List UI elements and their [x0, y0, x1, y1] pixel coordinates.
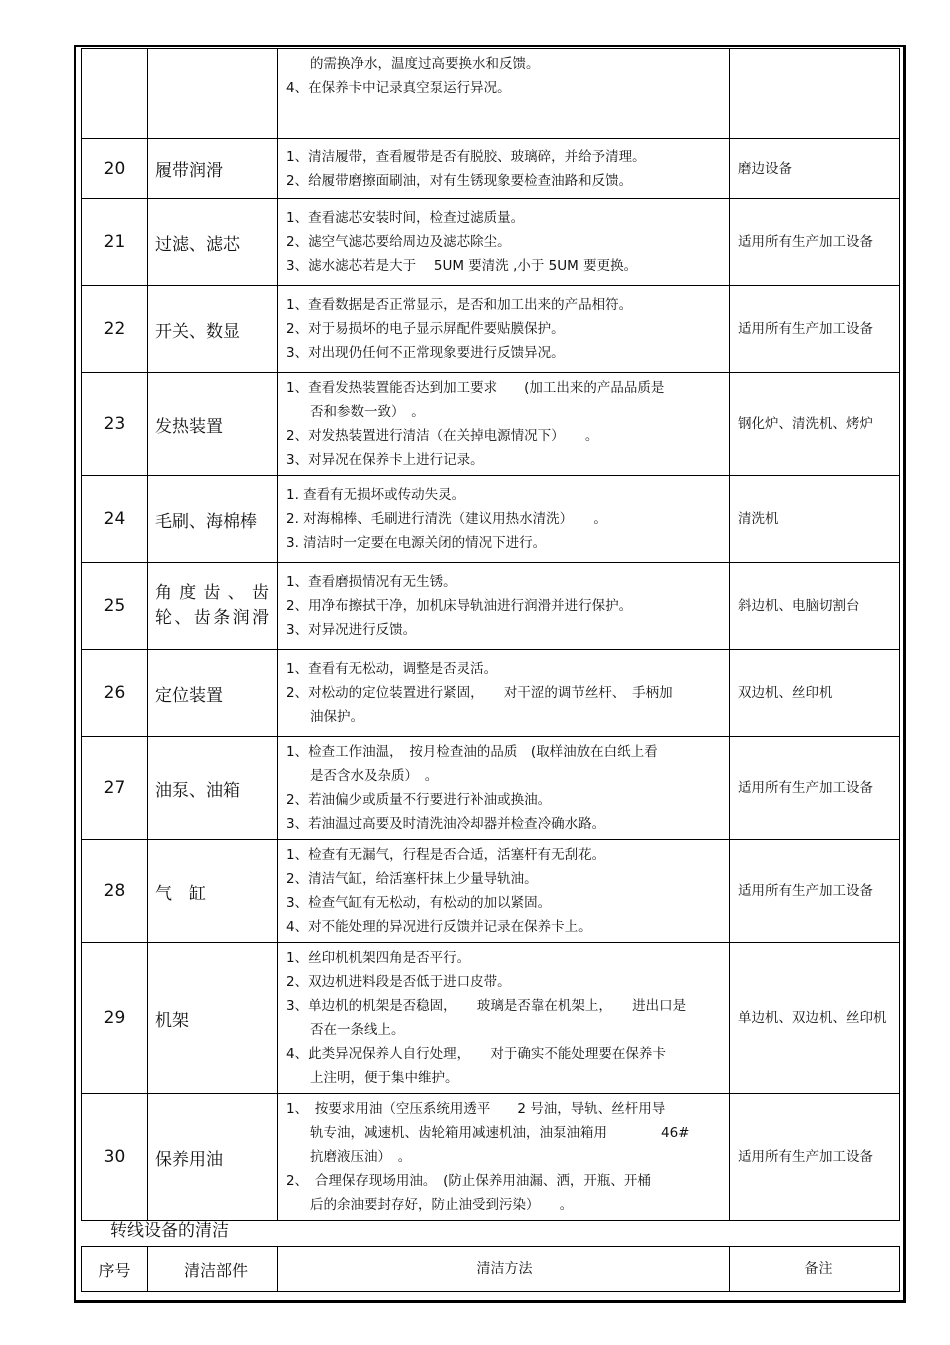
- row-part: 角度齿、齿轮、齿条润滑: [148, 563, 278, 650]
- method-line: 1、丝印机机架四角是否平行。: [286, 950, 471, 966]
- row-number: 23: [82, 373, 148, 476]
- row-number: 25: [82, 563, 148, 650]
- row-note: 清洗机: [730, 476, 900, 563]
- row-method: [278, 286, 730, 373]
- row-method: [278, 563, 730, 650]
- table-row: [82, 199, 900, 286]
- row-number: 30: [82, 1094, 148, 1221]
- method-line: 1、清洁履带，查看履带是否有脱胶、玻璃碎，并给予清理。: [286, 148, 646, 165]
- method-line: 1、查看有无松动，调整是否灵活。: [286, 661, 498, 677]
- row-part: 气 缸: [148, 840, 278, 943]
- method-line: 1、查看发热装置能否达到加工要求 (加工出来的产品品质是: [286, 380, 665, 396]
- method-line: 3、对异况进行反馈。: [286, 622, 417, 638]
- method-line: 1、查看磨损情况有无生锈。: [286, 574, 457, 590]
- method-line: 的需换净水，温度过高要换水和反馈。: [310, 56, 540, 72]
- header-part: 清洁部件: [148, 1247, 278, 1292]
- row-number: 24: [82, 476, 148, 563]
- method-line: 1. 查看有无损坏或传动失灵。: [286, 487, 466, 503]
- method-line: 2、用净布擦拭干净，加机床导轨油进行润滑并进行保护。: [286, 598, 633, 614]
- row-note: [730, 49, 900, 139]
- row-part: 履带润滑: [148, 139, 278, 199]
- method-line: 上注明，便于集中维护。: [310, 1070, 459, 1086]
- table-row: [82, 49, 900, 139]
- row-note: 适用所有生产加工设备: [730, 286, 900, 373]
- row-method: [278, 737, 730, 840]
- row-part: 定位装置: [148, 650, 278, 737]
- method-line: 4、在保养卡中记录真空泵运行异况。: [286, 80, 511, 96]
- table-row: [82, 840, 900, 943]
- method-line: 1、查看滤芯安装时间，检查过滤质量。: [286, 210, 525, 226]
- row-note: 斜边机、电脑切割台: [730, 563, 900, 650]
- row-part: 过滤、滤芯: [148, 199, 278, 286]
- method-line: 2、 合理保存现场用油。 (防止保养用油漏、洒，开瓶、开桶: [286, 1173, 651, 1189]
- method-line: 2、滤空气滤芯要给周边及滤芯除尘。: [286, 234, 511, 250]
- row-part: 机架: [148, 943, 278, 1094]
- row-note: 适用所有生产加工设备: [730, 840, 900, 943]
- method-line: 2、对发热装置进行清洁（在关掉电源情况下） 。: [286, 428, 599, 444]
- table-row: [82, 563, 900, 650]
- row-part: 毛刷、海棉棒: [148, 476, 278, 563]
- cleaning-table: [81, 1246, 900, 1292]
- table-row: [82, 737, 900, 840]
- method-line: 3、检查气缸有无松动，有松动的加以紧固。: [286, 895, 552, 911]
- row-part: 油泵、油箱: [148, 737, 278, 840]
- section-title: 转线设备的清洁: [110, 1221, 229, 1241]
- table-row: [82, 1094, 900, 1221]
- method-line: 1、检查有无漏气，行程是否合适，活塞杆有无刮花。: [286, 847, 606, 863]
- table-row: [82, 139, 900, 199]
- row-method: [278, 476, 730, 563]
- row-method: [278, 373, 730, 476]
- row-number: 29: [82, 943, 148, 1094]
- method-line: 2. 对海棉棒、毛刷进行清洗（建议用热水清洗） 。: [286, 511, 607, 527]
- table-row: [82, 943, 900, 1094]
- method-line: 油保护。: [310, 709, 364, 725]
- cleaning-header-row: [82, 1247, 900, 1292]
- row-method: [278, 943, 730, 1094]
- method-line: 4、对不能处理的异况进行反馈并记录在保养卡上。: [286, 919, 592, 935]
- header-no: 序号: [82, 1247, 148, 1292]
- method-line: 2、对于易损坏的电子显示屏配件要贴膜保护。: [286, 321, 565, 337]
- method-line: 轨专油，减速机、齿轮箱用减速机油，油泵油箱用 46#: [310, 1125, 690, 1141]
- method-line: 2、给履带磨擦面刷油，对有生锈现象要检查油路和反馈。: [286, 172, 633, 189]
- row-number: 27: [82, 737, 148, 840]
- method-line: 2、双边机进料段是否低于进口皮带。: [286, 974, 511, 990]
- row-part: 开关、数显: [148, 286, 278, 373]
- method-line: 1、 按要求用油（空压系统用透平 2 号油，导轨、丝杆用导: [286, 1101, 666, 1117]
- row-note: 钢化炉、清洗机、烤炉: [730, 373, 900, 476]
- row-note: 适用所有生产加工设备: [730, 737, 900, 840]
- method-line: 1、查看数据是否正常显示，是否和加工出来的产品相符。: [286, 297, 633, 313]
- row-method: [278, 650, 730, 737]
- row-number: 20: [82, 139, 148, 199]
- table-row: [82, 373, 900, 476]
- method-line: 是否含水及杂质） 。: [310, 768, 439, 784]
- table-row: [82, 476, 900, 563]
- table-row: [82, 286, 900, 373]
- method-line: 否在一条线上。: [310, 1022, 405, 1038]
- row-method: [278, 49, 730, 139]
- row-method: [278, 199, 730, 286]
- method-line: 2、若油偏少或质量不行要进行补油或换油。: [286, 792, 552, 808]
- method-line: 3、若油温过高要及时清洗油冷却器并检查冷确水路。: [286, 816, 606, 832]
- method-line: 1、检查工作油温， 按月检查油的品质 (取样油放在白纸上看: [286, 744, 658, 760]
- row-method: [278, 840, 730, 943]
- method-line: 3、对出现仍任何不正常现象要进行反馈异况。: [286, 345, 565, 361]
- method-line: 3、对异况在保养卡上进行记录。: [286, 452, 484, 468]
- header-method: 清洁方法: [278, 1247, 730, 1292]
- row-number: 28: [82, 840, 148, 943]
- row-method: [278, 139, 730, 199]
- method-line: 3、滤水滤芯若是大于 5UM 要清洗 ,小于 5UM 要更换。: [286, 258, 638, 274]
- row-number: 26: [82, 650, 148, 737]
- row-part: 保养用油: [148, 1094, 278, 1221]
- method-line: 抗磨液压油） 。: [310, 1149, 412, 1165]
- maintenance-table: [81, 48, 900, 1221]
- row-number: 21: [82, 199, 148, 286]
- method-line: 2、清洁气缸，给活塞杆抹上少量导轨油。: [286, 871, 538, 887]
- row-note: 磨边设备: [730, 139, 900, 199]
- method-line: 3. 清洁时一定要在电源关闭的情况下进行。: [286, 535, 547, 551]
- method-line: 4、此类异况保养人自行处理， 对于确实不能处理要在保养卡: [286, 1046, 666, 1062]
- row-note: 适用所有生产加工设备: [730, 1094, 900, 1221]
- row-number: 22: [82, 286, 148, 373]
- method-line: 否和参数一致） 。: [310, 404, 425, 420]
- row-note: 双边机、丝印机: [730, 650, 900, 737]
- row-note: 单边机、双边机、丝印机: [730, 943, 900, 1094]
- method-line: 2、对松动的定位装置进行紧固， 对干涩的调节丝杆、 手柄加: [286, 685, 673, 701]
- header-note: 备注: [730, 1247, 900, 1292]
- method-line: 后的余油要封存好，防止油受到污染） 。: [310, 1197, 574, 1213]
- row-method: [278, 1094, 730, 1221]
- row-note: 适用所有生产加工设备: [730, 199, 900, 286]
- method-line: 3、单边机的机架是否稳固， 玻璃是否靠在机架上， 进出口是: [286, 998, 687, 1014]
- row-number: [82, 49, 148, 139]
- row-part: 发热装置: [148, 373, 278, 476]
- table-row: [82, 650, 900, 737]
- row-part: [148, 49, 278, 139]
